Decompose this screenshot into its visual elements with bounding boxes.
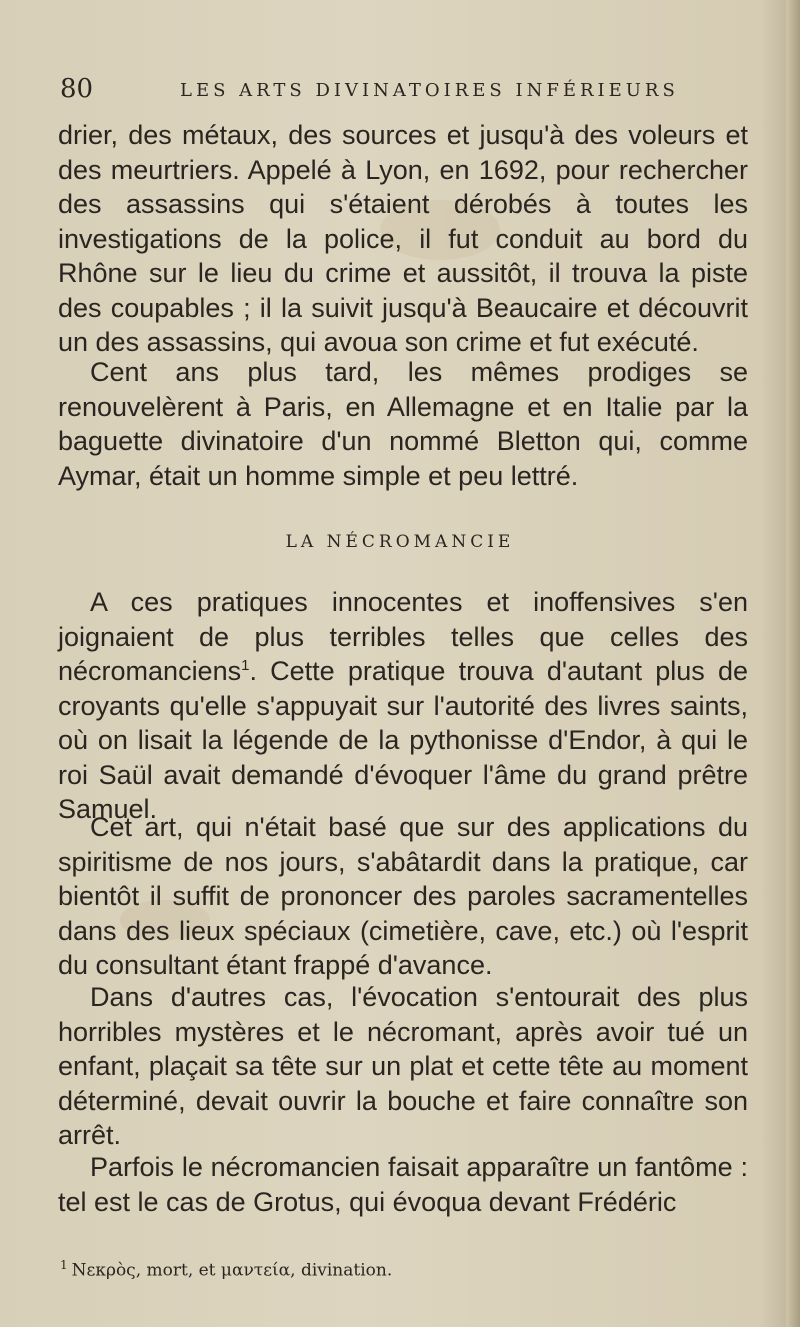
- paragraph-3: [58, 585, 748, 827]
- page-binding-edge: [786, 0, 800, 1327]
- footnote-reference[interactable]: 1: [241, 657, 250, 674]
- running-title: LES ARTS DIVINATOIRES INFÉRIEURS: [180, 80, 679, 101]
- paragraph-3-text-start: A ces pratiques innocentes et inoffensives s'en joignaient de plus terribles telles que celles des nécromanciens: [58, 587, 748, 686]
- section-heading: LA NÉCROMANCIE: [285, 532, 515, 552]
- paragraph-5: Dans d'autres cas, l'évocation s'entourait des plus horribles mystères et le nécromant, après avoir tué un enfant, plaçait sa tête sur un plat et cette tête au moment déterminé, devait ouvrir la bouche et faire connaître son arrêt.: [58, 982, 748, 1150]
- page-header: [60, 72, 740, 106]
- paragraph-4: Cet art, qui n'était basé que sur des applications du spiritisme de nos jours, s'abâtardit dans la pratique, car bientôt il suffit de prononcer des paroles sacramentelles dans des lieux spéciaux (cimetière, cave, etc.) où l'esprit du consultant étant frappé d'avance.: [58, 812, 748, 980]
- footnote-mark: 1: [60, 1258, 68, 1272]
- paragraph-2: Cent ans plus tard, les mêmes prodiges se renouvelèrent à Paris, en Allemagne et en Italie par la baguette divinatoire d'un nommé Bletton qui, comme Aymar, était un homme simple et peu lettré.: [58, 357, 748, 491]
- paragraph-6: Parfois le nécromancien faisait apparaître un fantôme : tel est le cas de Grotus, qui évoqua devant Frédéric: [58, 1152, 748, 1217]
- footnote-text: Νεκρὸς, mort, et μαντεία, divination.: [71, 1260, 393, 1281]
- paragraph-3-text-end: . Cette pratique trouva d'autant plus de croyants qu'elle s'appuyait sur l'autorité des livres saints, où on lisait la légende de la pythonisse d'Endor, à qui le roi Saül avait demandé d'évoquer l'âme du grand prêtre Samuel.: [58, 656, 748, 824]
- footnote: [60, 1253, 760, 1283]
- paragraph-1: drier, des métaux, des sources et jusqu'à des voleurs et des meurtriers. Appelé à Lyon, en 1692, pour rechercher des assassins qui s'étaient dérobés à toutes les investigations de la police, il fut conduit au bord du Rhône sur le lieu du crime et aussitôt, il trouva la piste des coupables ; il la suivit jusqu'à Beaucaire et découvrit un des assassins, qui avoua son crime et fut exécuté.: [58, 120, 748, 357]
- page-number: 80: [60, 74, 94, 104]
